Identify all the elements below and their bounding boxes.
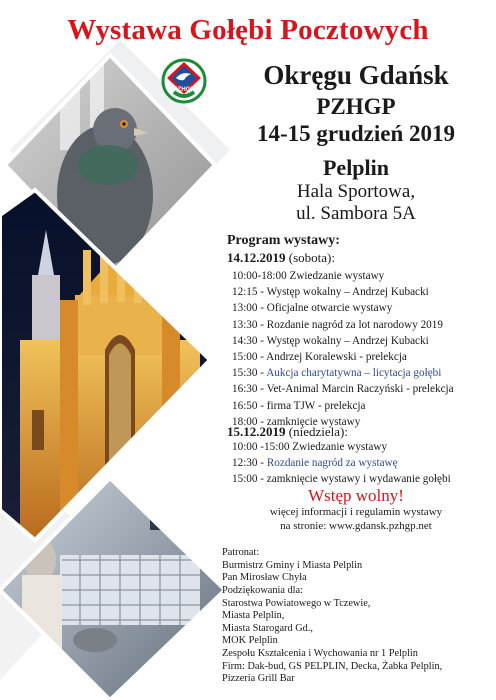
- day1-suffix: (sobota):: [285, 250, 335, 265]
- poster-title: Wystawa Gołębi Pocztowych: [67, 14, 429, 46]
- thanks-line: Miasta Pelplin,: [222, 610, 285, 622]
- info-line-2: na stronie: www.gdansk.pzhgp.net: [280, 520, 432, 532]
- pzhgp-logo: [160, 58, 208, 104]
- schedule-item: 10:00 -15:00 Zwiedzanie wystawy: [232, 441, 388, 453]
- thanks-block: [222, 585, 442, 686]
- schedule-item: 14:30 - Występ wokalny – Andrzej Kubacki: [232, 334, 429, 347]
- program-title: Program wystawy:: [227, 233, 340, 248]
- schedule-item: 15:00 - Andrzej Koralewski - prelekcja: [232, 351, 407, 364]
- logo-text: PZHGP: [173, 87, 195, 93]
- thanks-line: Starostwa Powiatowego w Tczewie,: [222, 597, 371, 609]
- day2-date: 15.12.2019: [227, 424, 286, 439]
- district-heading: Okręgu Gdańsk: [263, 60, 449, 90]
- day2-suffix: (niedziela):: [285, 424, 348, 439]
- thanks-line: Miasta Starogard Gd.,: [222, 622, 313, 634]
- free-entry: Wstęp wolny!: [308, 486, 404, 505]
- schedule-item: 10:00-18:00 Zwiedzanie wystawy: [232, 270, 385, 282]
- schedule-item: 13:00 - Oficjalne otwarcie wystawy: [232, 302, 393, 315]
- info-line-1: więcej informacji i regulamin wystawy: [269, 506, 443, 518]
- thanks-line: Podziękowania dla:: [222, 585, 303, 596]
- schedule-item: 15:30 - Aukcja charytatywna – licytacja gołębi: [232, 367, 442, 380]
- schedule-item: 16:30 - Vet-Animal Marcin Raczyński - prelekcja: [232, 383, 454, 396]
- day2-schedule: [232, 439, 451, 488]
- schedule-item: 16:50 - firma TJW - prelekcja: [232, 399, 366, 412]
- day1-schedule: [232, 268, 454, 430]
- schedule-item: 18:00 - zamknięcie wystawy: [232, 415, 361, 428]
- date-heading: 14-15 grudzień 2019: [256, 121, 456, 146]
- city-heading: Pelplin: [322, 155, 389, 180]
- venue-line-2: ul. Sambora 5A: [296, 203, 416, 224]
- organization-heading: PZHGP: [316, 94, 396, 119]
- photo-collage: [0, 40, 230, 700]
- day1-heading: [227, 250, 335, 266]
- patron-line: Pan Mirosław Chyła: [222, 572, 307, 584]
- patron-line: Patronat:: [222, 547, 260, 558]
- schedule-item: 13:30 - Rozdanie nagród za lot narodowy 2019: [232, 318, 443, 331]
- thanks-line: Zespołu Kształcenia i Wychowania nr 1 Pelplin: [222, 647, 418, 659]
- day2-heading: [227, 424, 348, 440]
- venue-line-1: Hala Sportowa,: [296, 181, 416, 202]
- day1-date: 14.12.2019: [227, 250, 286, 265]
- schedule-item: 12:30 - Rozdanie nagród za wystawę: [232, 457, 398, 470]
- thanks-line: Firm: Dak-bud, GS PELPLIN, Decka, Żabka Pelplin,: [222, 660, 443, 672]
- thanks-line: MOK Pelplin: [222, 635, 278, 647]
- thanks-line: Pizzeria Grill Bar: [222, 673, 295, 685]
- schedule-item: 12:15 - Występ wokalny – Andrzej Kubacki: [232, 286, 429, 299]
- schedule-item: 15:00 - zamknięcie wystawy i wydawanie gołębi: [232, 473, 451, 486]
- patron-line: Burmistrz Gminy i Miasta Pelplin: [222, 559, 363, 571]
- patronage-block: [222, 547, 362, 585]
